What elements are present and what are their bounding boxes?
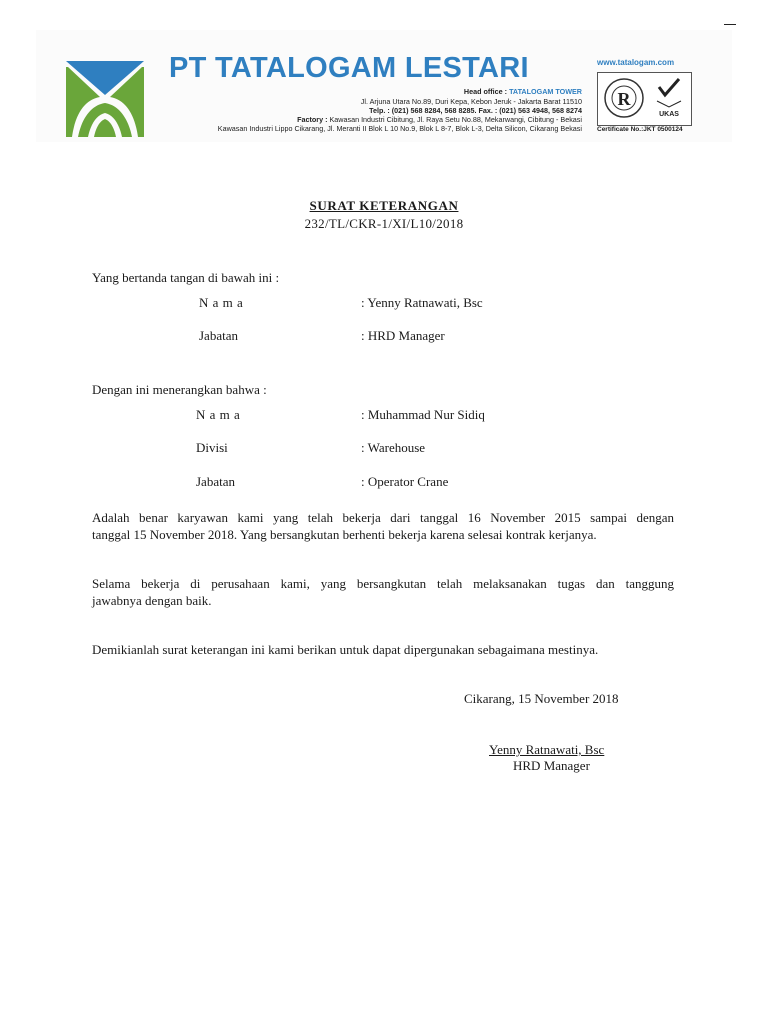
letterhead [36, 30, 732, 142]
place-date: Cikarang, 15 November 2018 [464, 691, 619, 706]
employee-position-label: Jabatan [196, 474, 235, 489]
head-office-address: Jl. Arjuna Utara No.89, Duri Kepa, Kebon Jeruk - Jakarta Barat 11510 [360, 97, 582, 106]
ukas-check-icon [655, 77, 683, 121]
phone-fax: Telp. : (021) 568 8284, 568 8285. Fax. : (021) 563 4948, 568 8274 [369, 106, 582, 115]
signer-name-value: : Yenny Ratnawati, Bsc [361, 295, 483, 310]
factory-line-2: Kawasan Industri Lippo Cikarang, Jl. Meranti II Blok L 10 No.9, Blok L 8-7, Blok L-3, Delta Silicon, Cikarang Bekasi [217, 124, 582, 133]
signer-name-label: N a m a [199, 295, 244, 310]
employee-position-value: : Operator Crane [361, 474, 449, 489]
employee-division-value: : Warehouse [361, 440, 426, 455]
registered-quality-icon [603, 77, 645, 119]
paragraph-performance: Selama bekerja di perusahaan kami, yang bersangkutan telah melaksanakan tugas dan tanggung jawabnya dengan baik. [92, 576, 674, 608]
svg-text:R: R [617, 89, 631, 109]
paragraph-employment: Adalah benar karyawan kami yang telah bekerja dari tanggal 16 November 2015 sampai dengan tanggal 15 November 2018. Yang bersangkutan berhenti bekerja karena selesai kontrak kerjanya. [92, 510, 674, 542]
intro-text: Yang bertanda tangan di bawah ini : [92, 270, 280, 285]
statement-intro: Dengan ini menerangkan bahwa : [92, 382, 267, 397]
signer-position-label: Jabatan [199, 328, 238, 343]
website: www.tatalogam.com [597, 58, 675, 67]
corner-mark [724, 24, 736, 25]
signature-name: Yenny Ratnawati, Bsc [489, 742, 605, 757]
company-name: PT TATALOGAM LESTARI [169, 52, 529, 84]
employee-name-value: : Muhammad Nur Sidiq [361, 407, 485, 422]
company-logo-icon [66, 61, 144, 137]
letter-title: SURAT KETERANGAN [309, 198, 459, 213]
employee-division-label: Divisi [196, 440, 228, 455]
certification-badge [597, 72, 692, 126]
closing-text: Demikianlah surat keterangan ini kami berikan untuk dapat dipergunakan sebagaimana mestinya. [92, 642, 599, 657]
certificate-number: Certificate No.:JKT 0500124 [597, 126, 683, 133]
factory-line-1: Factory : Kawasan Industri Cibitung, Jl. Raya Setu No.88, Mekarwangi, Cibitung - Bekasi [297, 115, 582, 124]
head-office-line: Head office : TATALOGAM TOWER [463, 87, 582, 96]
signer-position-value: : HRD Manager [361, 328, 445, 343]
employee-name-label: N a m a [196, 407, 241, 422]
svg-text:UKAS: UKAS [659, 111, 679, 118]
letter-number: 232/TL/CKR-1/XI/L10/2018 [304, 216, 464, 231]
signature-title: HRD Manager [513, 758, 590, 773]
